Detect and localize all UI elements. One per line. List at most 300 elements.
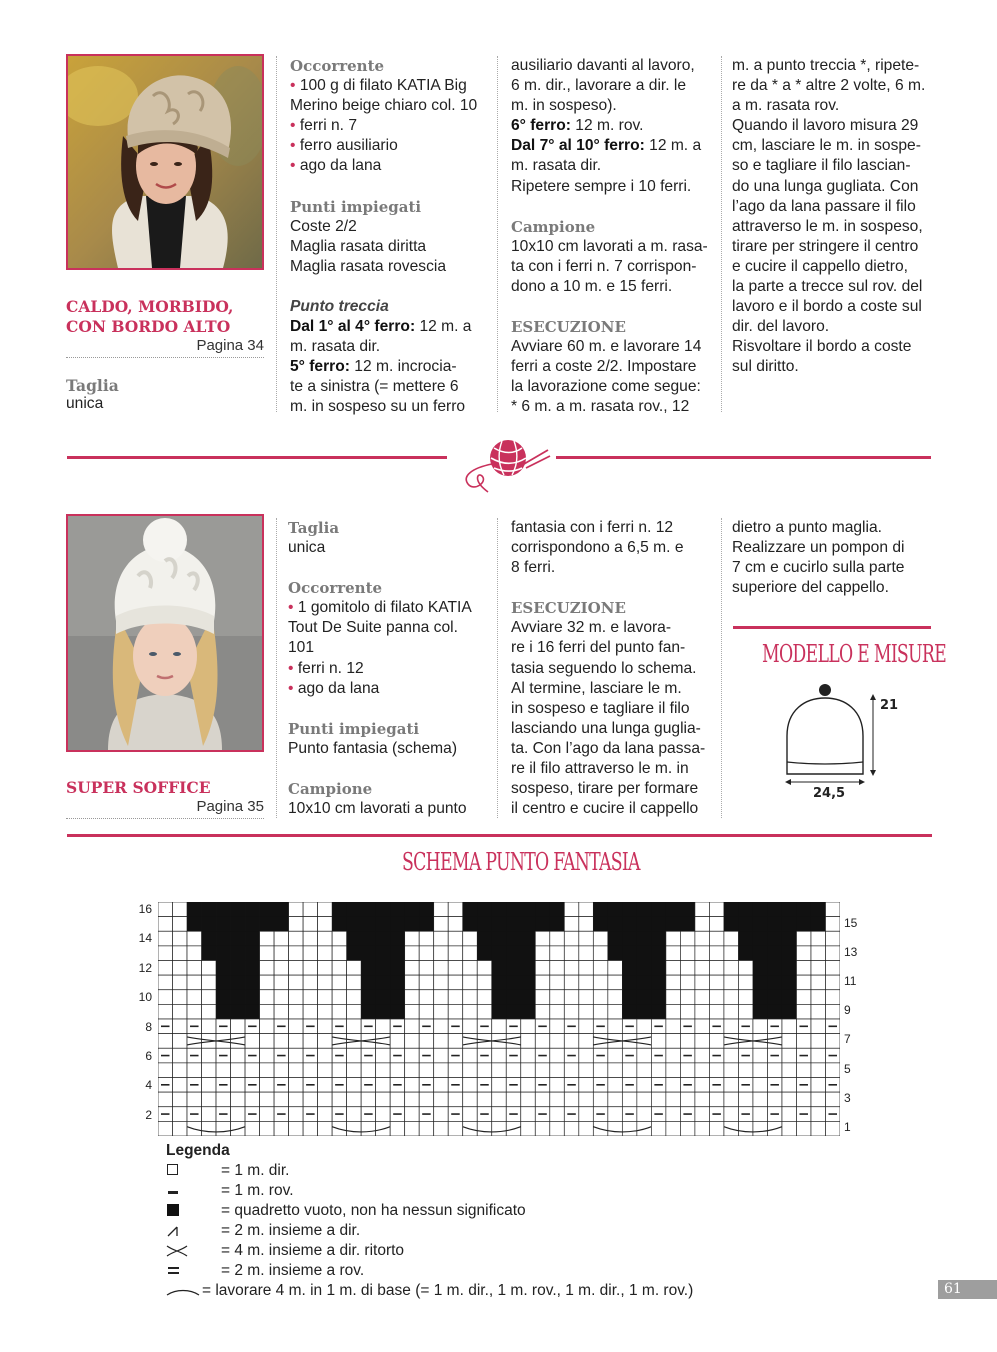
chart-cell <box>695 1121 710 1136</box>
chart-cell <box>202 1048 217 1063</box>
chart-cell <box>564 902 579 917</box>
chart-cell <box>260 902 275 917</box>
chart-cell <box>274 902 289 917</box>
material-item: 101 <box>288 639 315 657</box>
chart-cell <box>202 990 217 1005</box>
chart-cell <box>506 975 521 990</box>
punti-heading: Punti impiegati <box>288 719 420 738</box>
chart-cell <box>187 946 202 961</box>
no-stitch-symbol-icon <box>167 1204 179 1216</box>
chart-cell <box>492 1121 507 1136</box>
chart-cell <box>724 1107 739 1122</box>
chart-cell <box>405 1078 420 1093</box>
chart-cell <box>347 1019 362 1034</box>
chart-cell <box>245 1004 260 1019</box>
chart-cell <box>173 961 188 976</box>
material-item: ferro ausiliario <box>299 137 398 155</box>
chart-cell <box>289 917 304 932</box>
chart-cell <box>390 1121 405 1136</box>
chart-cell <box>216 1063 231 1078</box>
chart-cell <box>825 917 840 932</box>
chart-cell <box>622 1121 637 1136</box>
chart-cell <box>506 990 521 1005</box>
chart-cell <box>274 1092 289 1107</box>
pattern1-title-line2: CON BORDO ALTO <box>66 317 231 336</box>
chart-cell <box>303 1004 318 1019</box>
chart-cell <box>245 946 260 961</box>
knitting-chart <box>158 902 840 1136</box>
chart-row-number: 9 <box>844 1003 851 1018</box>
chart-cell <box>535 902 550 917</box>
body-text: m. in sospeso). <box>511 97 617 115</box>
material-item: 100 g di filato KATIA Big <box>299 77 467 95</box>
chart-cell <box>608 931 623 946</box>
chart-cell <box>376 1078 391 1093</box>
body-text: Risvoltare il bordo a coste <box>732 338 912 356</box>
chart-cell <box>521 1121 536 1136</box>
chart-cell <box>347 1092 362 1107</box>
chart-cell <box>216 946 231 961</box>
chart-cell <box>550 1107 565 1122</box>
chart-cell <box>550 1048 565 1063</box>
chart-cell <box>202 1107 217 1122</box>
chart-cell <box>448 1063 463 1078</box>
chart-cell <box>637 1034 652 1049</box>
chart-cell <box>753 1121 768 1136</box>
chart-cell <box>216 961 231 976</box>
body-text: re da * a * altre 2 volte, 6 m. <box>732 77 926 95</box>
chart-cell <box>361 917 376 932</box>
chart-cell <box>376 946 391 961</box>
chart-cell <box>651 931 666 946</box>
chart-cell <box>695 1048 710 1063</box>
chart-cell <box>347 1078 362 1093</box>
chart-cell <box>579 975 594 990</box>
chart-cell <box>318 917 333 932</box>
chart-cell <box>274 1004 289 1019</box>
chart-cell <box>738 1092 753 1107</box>
modello-rule <box>733 626 931 629</box>
chart-cell <box>709 1063 724 1078</box>
chart-cell <box>289 1048 304 1063</box>
body-text: lavoro e il bordo a coste sul <box>732 298 922 316</box>
chart-cell <box>709 1121 724 1136</box>
chart-cell <box>361 902 376 917</box>
chart-cell <box>782 1019 797 1034</box>
chart-cell <box>390 1034 405 1049</box>
chart-cell <box>231 1034 246 1049</box>
chart-cell <box>782 1063 797 1078</box>
chart-cell <box>260 961 275 976</box>
esecuzione-heading: ESECUZIONE <box>511 318 626 337</box>
body-text: Avviare 60 m. e lavorare 14 <box>511 338 702 356</box>
body-text: unica <box>288 539 326 557</box>
row-label: 5° ferro: <box>290 358 350 376</box>
chart-cell <box>811 1034 826 1049</box>
material-item: ferri n. 12 <box>297 659 364 677</box>
chart-cell <box>535 961 550 976</box>
chart-cell <box>825 1034 840 1049</box>
chart-cell <box>825 1063 840 1078</box>
legend-item <box>166 1241 766 1261</box>
chart-cell <box>666 1004 681 1019</box>
chart-cell <box>782 1004 797 1019</box>
chart-cell <box>637 975 652 990</box>
column-divider <box>276 518 277 818</box>
chart-cell <box>187 1034 202 1049</box>
pattern1-column-3 <box>732 56 932 378</box>
chart-cell <box>332 961 347 976</box>
chart-cell <box>550 1078 565 1093</box>
chart-cell <box>405 1019 420 1034</box>
chart-cell <box>521 1004 536 1019</box>
chart-cell <box>767 931 782 946</box>
body-text: 10x10 cm lavorati a m. rasa- <box>511 237 708 255</box>
chart-cell <box>303 946 318 961</box>
chart-cell <box>782 961 797 976</box>
chart-cell <box>666 917 681 932</box>
chart-cell <box>579 990 594 1005</box>
chart-cell <box>405 990 420 1005</box>
body-text: Al termine, lasciare le m. <box>511 679 682 697</box>
chart-cell <box>216 902 231 917</box>
chart-cell <box>753 1004 768 1019</box>
chart-cell <box>361 931 376 946</box>
chart-cell <box>753 1063 768 1078</box>
chart-cell <box>303 975 318 990</box>
chart-cell <box>651 990 666 1005</box>
chart-cell <box>477 1121 492 1136</box>
chart-cell <box>434 931 449 946</box>
chart-cell <box>187 902 202 917</box>
chart-cell <box>724 1048 739 1063</box>
chart-cell <box>231 1004 246 1019</box>
chart-cell <box>158 961 173 976</box>
chart-cell <box>550 946 565 961</box>
chart-cell <box>622 1004 637 1019</box>
chart-cell <box>231 975 246 990</box>
chart-cell <box>564 1092 579 1107</box>
chart-cell <box>738 961 753 976</box>
body-text: so e tagliare il filo lascian- <box>732 157 911 175</box>
chart-cell <box>811 990 826 1005</box>
chart-cell <box>724 902 739 917</box>
chart-cell <box>709 990 724 1005</box>
chart-cell <box>477 917 492 932</box>
modello-title: MODELLO E MISURE <box>762 640 947 668</box>
chart-cell <box>680 1121 695 1136</box>
chart-cell <box>376 1063 391 1078</box>
chart-row-number: 12 <box>138 960 152 975</box>
chart-cell <box>405 1034 420 1049</box>
chart-cell <box>521 902 536 917</box>
chart-cell <box>303 917 318 932</box>
chart-cell <box>666 975 681 990</box>
chart-cell <box>361 1063 376 1078</box>
body-text: m. in sospeso su un ferro <box>290 398 466 416</box>
chart-cell <box>564 1004 579 1019</box>
esecuzione-heading: ESECUZIONE <box>511 599 626 618</box>
chart-cell <box>202 946 217 961</box>
chart-cell <box>637 1107 652 1122</box>
chart-cell <box>173 990 188 1005</box>
chart-cell <box>318 975 333 990</box>
chart-cell <box>405 975 420 990</box>
chart-cell <box>419 917 434 932</box>
chart-cell <box>811 1019 826 1034</box>
chart-cell <box>173 902 188 917</box>
chart-cell <box>637 917 652 932</box>
chart-cell <box>724 1034 739 1049</box>
chart-cell <box>245 990 260 1005</box>
chart-cell <box>463 917 478 932</box>
chart-cell <box>477 1092 492 1107</box>
legend-text: = 4 m. insieme a dir. ritorto <box>221 1242 405 1259</box>
chart-cell <box>724 1078 739 1093</box>
knit-symbol-icon <box>167 1164 178 1175</box>
chart-cell <box>289 1004 304 1019</box>
chart-cell <box>724 1004 739 1019</box>
chart-cell <box>361 1121 376 1136</box>
legend-text: = lavorare 4 m. in 1 m. di base (= 1 m. dir., 1 m. rov., 1 m. dir., 1 m. rov.) <box>202 1282 694 1299</box>
chart-cell <box>463 1078 478 1093</box>
chart-cell <box>622 990 637 1005</box>
chart-cell <box>289 931 304 946</box>
chart-cell <box>173 931 188 946</box>
chart-cell <box>666 1092 681 1107</box>
chart-cell <box>521 1019 536 1034</box>
chart-cell <box>231 931 246 946</box>
row-label: Dal 7° al 10° ferro: <box>511 137 645 155</box>
chart-cell <box>434 1121 449 1136</box>
chart-cell <box>245 975 260 990</box>
chart-cell <box>608 1107 623 1122</box>
chart-cell <box>332 1034 347 1049</box>
chart-cell <box>492 1063 507 1078</box>
chart-cell <box>303 1034 318 1049</box>
chart-cell <box>187 961 202 976</box>
chart-cell <box>289 1121 304 1136</box>
body-text: dono a 10 m. e 15 ferri. <box>511 277 673 295</box>
campione-heading: Campione <box>511 217 596 236</box>
chart-cell <box>796 1034 811 1049</box>
chart-cell <box>347 902 362 917</box>
chart-cell <box>448 990 463 1005</box>
chart-cell <box>187 917 202 932</box>
pattern1-column-2 <box>511 56 716 418</box>
chart-cell <box>796 917 811 932</box>
chart-cell <box>811 1107 826 1122</box>
chart-cell <box>535 975 550 990</box>
chart-cell <box>405 1107 420 1122</box>
chart-row-number: 5 <box>844 1061 851 1076</box>
chart-cell <box>535 946 550 961</box>
chart-cell <box>782 1048 797 1063</box>
chart-cell <box>825 931 840 946</box>
chart-cell <box>477 975 492 990</box>
chart-cell <box>274 946 289 961</box>
material-item: Tout De Suite panna col. <box>288 619 458 637</box>
chart-cell <box>448 931 463 946</box>
chart-cell <box>303 931 318 946</box>
chart-cell <box>724 917 739 932</box>
chart-cell <box>550 1121 565 1136</box>
chart-cell <box>260 931 275 946</box>
chart-cell <box>434 1019 449 1034</box>
body-text: 12 m. a <box>415 318 472 336</box>
chart-cell <box>811 961 826 976</box>
chart-cell <box>622 917 637 932</box>
chart-row-number: 1 <box>844 1119 851 1134</box>
chart-cell <box>521 1107 536 1122</box>
k4tog-tbl-symbol-icon <box>166 1245 188 1257</box>
chart-row-number: 14 <box>138 931 152 946</box>
dim-width-label: 24,5 <box>813 786 846 801</box>
body-text: 10x10 cm lavorati a punto <box>288 800 467 818</box>
chart-cell <box>651 975 666 990</box>
taglia-heading: Taglia <box>288 519 340 537</box>
chart-cell <box>187 1092 202 1107</box>
chart-cell <box>332 946 347 961</box>
pattern1-page-ref: Pagina 34 <box>66 337 264 358</box>
chart-cell <box>492 917 507 932</box>
separator-line-right <box>556 456 931 459</box>
chart-cell <box>767 961 782 976</box>
chart-cell <box>564 946 579 961</box>
chart-cell <box>550 1092 565 1107</box>
chart-cell <box>332 902 347 917</box>
body-text: il centro e cucire il cappello <box>511 800 699 818</box>
chart-cell <box>680 946 695 961</box>
chart-cell <box>753 931 768 946</box>
chart-cell <box>448 961 463 976</box>
chart-cell <box>260 1019 275 1034</box>
chart-cell <box>390 1063 405 1078</box>
chart-cell <box>492 1004 507 1019</box>
chart-cell <box>521 1063 536 1078</box>
material-item: ago da lana <box>299 157 382 175</box>
chart-cell <box>680 1004 695 1019</box>
chart-cell <box>753 975 768 990</box>
chart-cell <box>216 990 231 1005</box>
chart-cell <box>492 946 507 961</box>
body-text: fantasia con i ferri n. 12 <box>511 519 674 536</box>
chart-cell <box>405 946 420 961</box>
chart-cell <box>724 975 739 990</box>
chart-cell <box>521 1034 536 1049</box>
body-text: superiore del cappello. <box>732 579 889 597</box>
chart-cell <box>376 961 391 976</box>
column-divider <box>497 518 498 818</box>
chart-cell <box>550 990 565 1005</box>
chart-cell <box>245 1034 260 1049</box>
chart-cell <box>492 1048 507 1063</box>
chart-cell <box>332 1004 347 1019</box>
chart-cell <box>811 931 826 946</box>
chart-cell <box>202 1092 217 1107</box>
chart-cell <box>274 1121 289 1136</box>
chart-row-number: 4 <box>145 1078 152 1093</box>
chart-cell <box>347 946 362 961</box>
chart-cell <box>738 1121 753 1136</box>
chart-cell <box>608 1004 623 1019</box>
chart-cell <box>811 1121 826 1136</box>
chart-cell <box>448 1121 463 1136</box>
chart-cell <box>173 946 188 961</box>
chart-cell <box>724 931 739 946</box>
chart-cell <box>289 961 304 976</box>
chart-cell <box>187 931 202 946</box>
chart-cell <box>158 990 173 1005</box>
chart-cell <box>593 961 608 976</box>
chart-cell <box>709 1004 724 1019</box>
chart-cell <box>695 975 710 990</box>
chart-cell <box>811 946 826 961</box>
chart-cell <box>593 1063 608 1078</box>
chart-cell <box>173 1019 188 1034</box>
legend-item <box>166 1221 766 1241</box>
chart-cell <box>593 1092 608 1107</box>
chart-cell <box>651 1034 666 1049</box>
chart-cell <box>390 1004 405 1019</box>
chart-cell <box>419 902 434 917</box>
chart-cell <box>274 931 289 946</box>
chart-cell <box>666 961 681 976</box>
chart-cell <box>158 1063 173 1078</box>
chart-cell <box>651 1063 666 1078</box>
chart-cell <box>434 917 449 932</box>
chart-cell <box>709 917 724 932</box>
chart-cell <box>753 1092 768 1107</box>
chart-cell <box>637 1048 652 1063</box>
chart-cell <box>419 1034 434 1049</box>
chart-cell <box>434 975 449 990</box>
body-text: in sospeso e tagliare il filo <box>511 699 690 717</box>
chart-row-number: 16 <box>138 902 152 916</box>
chart-cell <box>361 1092 376 1107</box>
chart-cell <box>434 1004 449 1019</box>
chart-cell <box>796 961 811 976</box>
chart-cell <box>825 1121 840 1136</box>
body-text: Quando il lavoro misura 29 <box>732 117 919 135</box>
chart-cell <box>347 1063 362 1078</box>
chart-cell <box>448 1004 463 1019</box>
chart-cell <box>782 975 797 990</box>
column-divider <box>721 56 722 412</box>
chart-cell <box>347 917 362 932</box>
chart-cell <box>593 931 608 946</box>
chart-cell <box>738 946 753 961</box>
chart-cell <box>579 1063 594 1078</box>
chart-cell <box>753 1019 768 1034</box>
chart-row-number: 10 <box>138 990 152 1005</box>
chart-cell <box>695 1004 710 1019</box>
legend-item <box>166 1161 766 1181</box>
chart-cell <box>782 990 797 1005</box>
chart-cell <box>405 931 420 946</box>
chart-cell <box>332 990 347 1005</box>
chart-cell <box>376 1019 391 1034</box>
chart-cell <box>796 946 811 961</box>
chart-cell <box>825 975 840 990</box>
chart-cell <box>158 1004 173 1019</box>
chart-cell <box>767 975 782 990</box>
body-text: Realizzare un pompon di <box>732 539 905 557</box>
chart-cell <box>492 1107 507 1122</box>
chart-cell <box>724 1092 739 1107</box>
legend-item <box>166 1261 766 1281</box>
chart-cell <box>202 931 217 946</box>
